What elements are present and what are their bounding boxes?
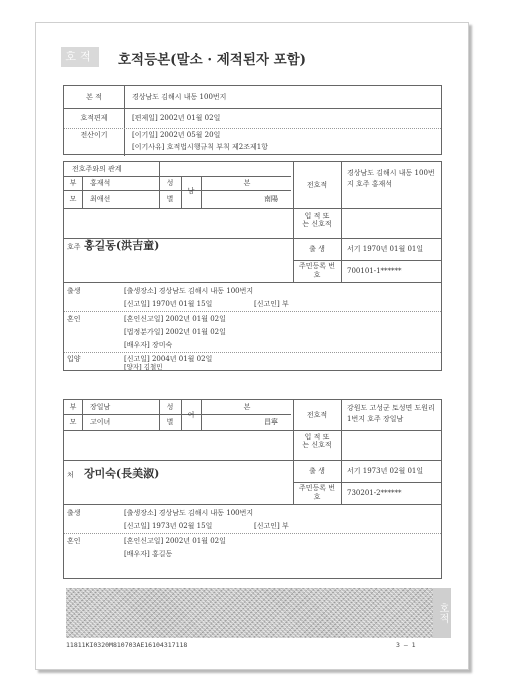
wife-event2-line2: [배우자] 홍길동 <box>124 550 173 558</box>
origin-value: 경상남도 김해시 내동 100번지 <box>132 93 227 101</box>
head-table <box>63 161 442 371</box>
wife-event1-line1: [출생장소] 경상남도 김해시 내동 100번지 <box>124 509 254 517</box>
wife-prev-addr-label: 전호적 <box>306 411 328 419</box>
head-origin-seal-label: 본 <box>243 179 251 187</box>
wife-event2-label: 혼인 <box>67 537 81 545</box>
wife-table <box>63 399 442 579</box>
transfer-date: [이기일] 2002년 05월 20일 <box>132 131 221 139</box>
prev-head-label: 전호주와의 관계 <box>72 165 122 173</box>
document-title: 호적등본(말소 · 제적된자 포함) <box>118 52 307 68</box>
edit-label: 호적편제 <box>80 114 108 122</box>
wife-birth-label: 출 생 <box>309 467 325 475</box>
footer-code: 11811KI0320M810703AE16104317118 <box>66 641 188 649</box>
head-mother-name: 최애선 <box>90 195 111 203</box>
head-event2-line3: [배우자] 장미숙 <box>124 341 173 349</box>
head-rrn-value: 700101-1****** <box>347 267 402 275</box>
security-pattern <box>66 588 441 638</box>
wife-event1-label: 출생 <box>67 509 81 517</box>
head-event3-line2: [양자] 김철민 <box>124 363 163 371</box>
head-prev-addr-value: 경상남도 김해시 내동 100번지 호주 홍재석 <box>347 169 435 188</box>
head-rrn-label: 주민등록 번 호 <box>298 262 336 279</box>
wife-surname-label: 성 <box>166 403 174 411</box>
wife-entry-label: 입 적 또 는 신호적 <box>302 433 332 449</box>
wife-rrn-value: 730201-2****** <box>347 489 402 497</box>
document-stamp: 호적 <box>61 47 99 67</box>
page-number: 3 — 1 <box>396 641 416 649</box>
head-event2-line1: [혼인신고일] 2002년 01월 02일 <box>124 315 226 323</box>
head-father-label: 부 <box>69 179 77 187</box>
head-event3-line1: [신고일] 2004년 01월 02일 <box>124 355 213 363</box>
head-event1-label: 출생 <box>67 287 81 295</box>
head-origin-seal-value: 南陽 <box>264 195 278 203</box>
head-event2-line2: [법정분가일] 2002년 01월 02일 <box>124 328 226 336</box>
wife-father-label: 부 <box>69 403 77 411</box>
origin-table <box>63 85 442 155</box>
origin-label: 본 적 <box>86 93 102 101</box>
wife-rrn-label: 주민등록 번 호 <box>298 484 336 501</box>
head-name: 홍길동(洪吉童) <box>84 239 160 252</box>
wife-mother-label: 모 <box>69 418 77 426</box>
wife-event1-line3: [신고인] 부 <box>254 522 289 530</box>
head-event1-line3: [신고인] 부 <box>254 300 289 308</box>
head-byeol: 별 <box>166 195 174 203</box>
wife-mother-name: 고이녀 <box>90 418 111 426</box>
head-gender: 남 <box>187 187 195 195</box>
wife-role: 처 <box>67 471 74 479</box>
wife-birth-value: 서기 1973년 02월 01일 <box>347 467 424 475</box>
wife-father-name: 장일남 <box>90 403 111 411</box>
head-event1-line2: [신고일] 1970년 01월 15일 <box>124 300 213 308</box>
wife-byeol: 별 <box>166 418 174 426</box>
transfer-label: 전산이기 <box>80 131 108 139</box>
wife-name: 장미숙(長美淑) <box>84 467 160 480</box>
head-event3-label: 입양 <box>67 355 81 363</box>
head-prev-addr-label: 전호적 <box>306 181 328 189</box>
wife-prev-addr-value: 강원도 고성군 토성면 도원리 1번지 호주 장일남 <box>347 404 435 423</box>
head-role: 호주 <box>67 243 81 251</box>
head-entry-label: 입 적 또 는 신호적 <box>302 212 332 228</box>
seal-mark: 호적 <box>433 588 451 638</box>
edit-value: [편제일] 2002년 01월 02일 <box>132 114 221 122</box>
wife-gender: 여 <box>187 411 195 419</box>
wife-origin-seal-value: 昌寧 <box>264 418 278 426</box>
head-surname-label: 성 <box>166 179 174 187</box>
wife-event2-line1: [혼인신고일] 2002년 01월 02일 <box>124 537 226 545</box>
transfer-reason: [이기사유] 호적법시행규칙 부칙 제2조제1항 <box>132 143 268 151</box>
head-birth-label: 출 생 <box>309 245 325 253</box>
head-mother-label: 모 <box>69 195 77 203</box>
head-father-name: 홍재석 <box>90 179 111 187</box>
wife-origin-seal-label: 본 <box>243 403 251 411</box>
head-event2-label: 혼인 <box>67 315 81 323</box>
document-page <box>35 22 469 670</box>
head-event1-line1: [출생장소] 경상남도 김해시 내동 100번지 <box>124 287 254 295</box>
head-birth-value: 서기 1970년 01월 01일 <box>347 245 424 253</box>
wife-event1-line2: [신고일] 1973년 02월 15일 <box>124 522 213 530</box>
